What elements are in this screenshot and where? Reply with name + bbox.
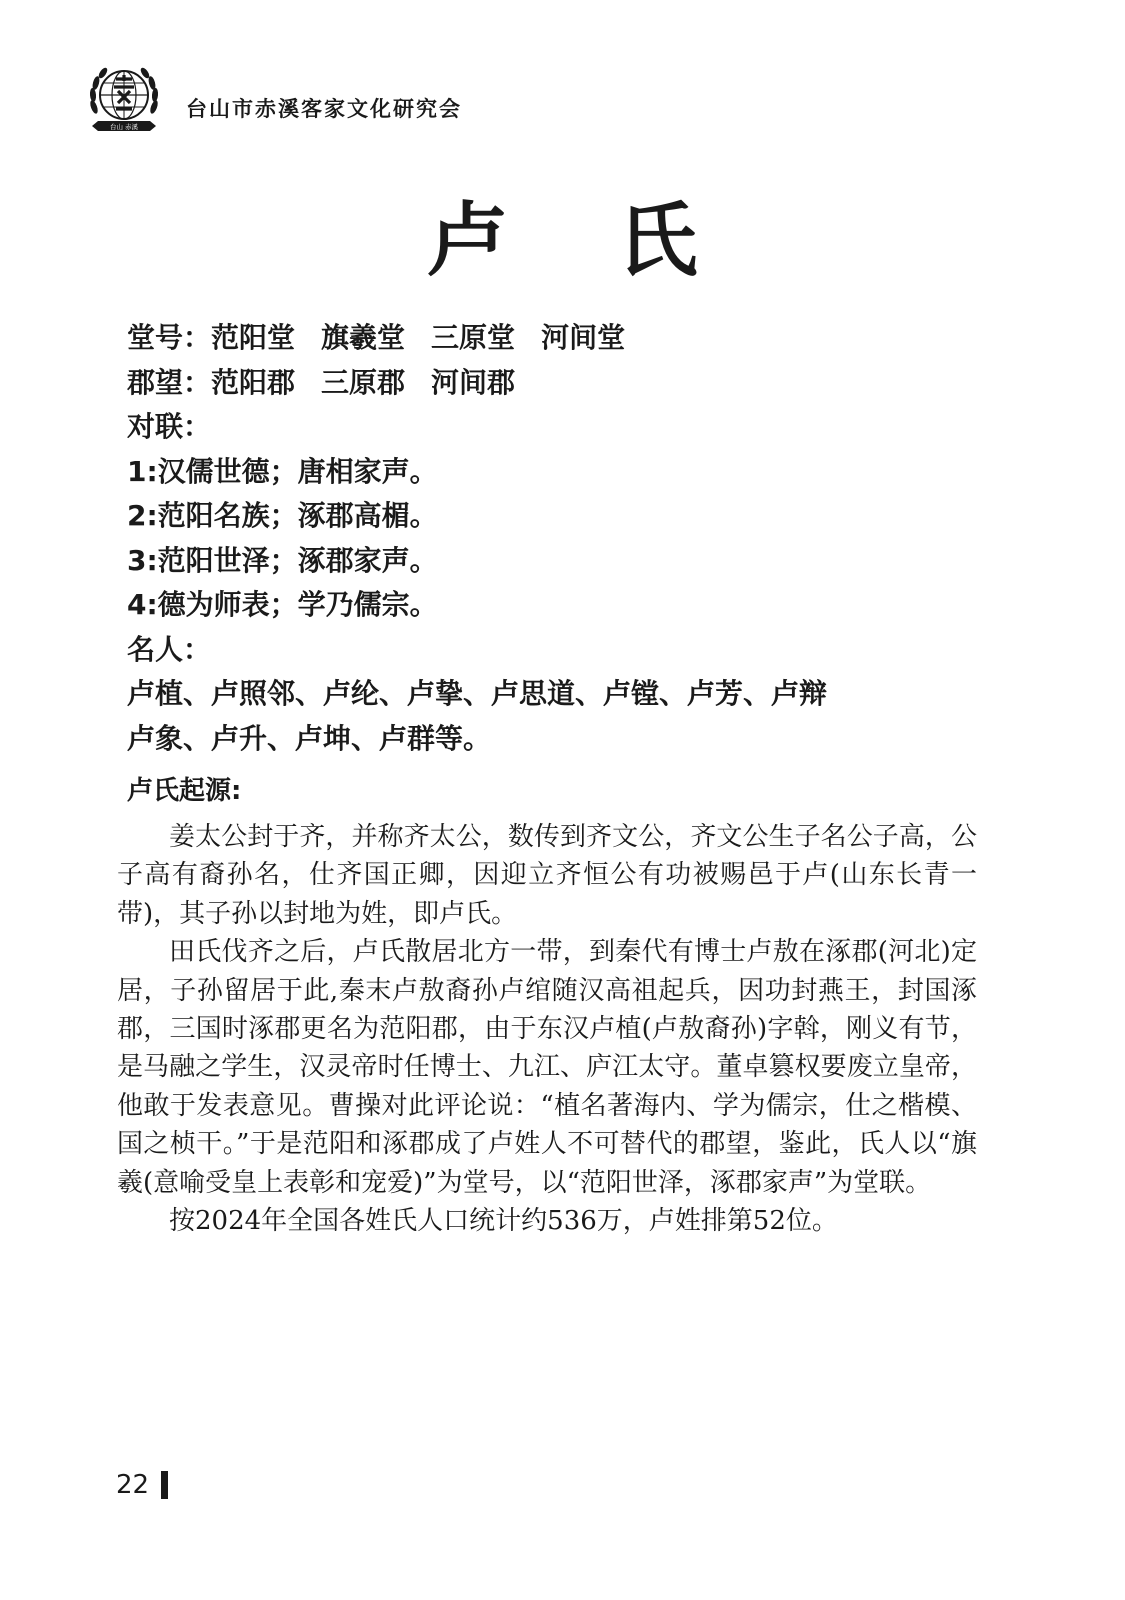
origin-body (117, 818, 977, 1240)
origin-paragraph: 按2024年全国各姓氏人口统计约536万，卢姓排第52位。 (169, 1206, 838, 1237)
commandery-line (127, 361, 987, 406)
commandery-name: 范阳郡 (211, 365, 296, 399)
hall-name: 旗羲堂 (321, 321, 406, 354)
title-clan-char: 氏 (617, 193, 698, 287)
hall-names-label: 堂号： (127, 321, 212, 354)
notables-list: 卢象、卢升、卢坤、卢群等。 (127, 721, 492, 755)
notables-label: 名人： (127, 632, 212, 666)
commandery-name: 河间郡 (431, 365, 516, 399)
origin-paragraph: 田氏伐齐之后，卢氏散居北方一带，到秦代有博士卢敖在涿郡(河北)定居，子孙留居于此,秦末卢敖裔孙卢绾随汉高祖起兵，因功封燕王，封国涿郡，三国时涿郡更名为范阳郡，由于东汉卢植(卢敖裔孙)字斡，刚义有节，是马融之学生，汉灵帝时任博士、九江、庐江太守。董卓篡权要废立皇帝，他敢于发表意见。曹操对此评论说：“植名著海内、学为儒宗，仕之楷模、国之桢干。”于是范阳和涿郡成了卢姓人不可替代的郡望，鉴此，氏人以“旗羲(意喻受皇上表彰和宠爱)”为堂号，以“范阳世泽，涿郡家声”为堂联。 (117, 937, 977, 1198)
clan-info (127, 316, 987, 761)
origin-paragraph: 姜太公封于齐，并称齐太公，数传到齐文公，齐文公生子名公子高，公子高有裔孙名，仕齐国正卿，因迎立齐恒公有功被赐邑于卢(山东长青一带)，其子孙以封地为姓，即卢氏。 (117, 822, 977, 929)
page-title (0, 176, 1125, 291)
page-number: 22 (116, 1470, 150, 1500)
page-header (86, 52, 462, 142)
title-surname-char: 卢 (427, 193, 508, 287)
commandery-label: 郡望： (127, 365, 212, 399)
couplet-item: 2:范阳名族；涿郡高楣。 (127, 499, 438, 532)
hall-name: 河间堂 (541, 321, 626, 354)
couplet-item: 1:汉儒世德；唐相家声。 (127, 454, 438, 488)
origin-heading: 卢氏起源: (127, 776, 242, 806)
page-number-bar (161, 1471, 168, 1499)
couplet-item: 3:范阳世泽；涿郡家声。 (127, 543, 438, 577)
association-emblem-icon (86, 57, 162, 137)
couplets-label: 对联： (127, 410, 212, 443)
commandery-name: 三原郡 (321, 365, 406, 399)
hall-name: 范阳堂 (211, 321, 296, 354)
emblem-ribbon-text: 台山 赤溪 (109, 123, 139, 131)
hall-name: 三原堂 (431, 321, 516, 354)
hall-names-line (127, 316, 987, 361)
page-footer (116, 1470, 168, 1500)
couplet-item: 4:德为师表；学乃儒宗。 (127, 588, 438, 621)
notables-list: 卢植、卢照邻、卢纶、卢挚、卢思道、卢镗、卢芳、卢辩 (127, 677, 828, 710)
organization-name: 台山市赤溪客家文化研究会 (186, 97, 462, 121)
